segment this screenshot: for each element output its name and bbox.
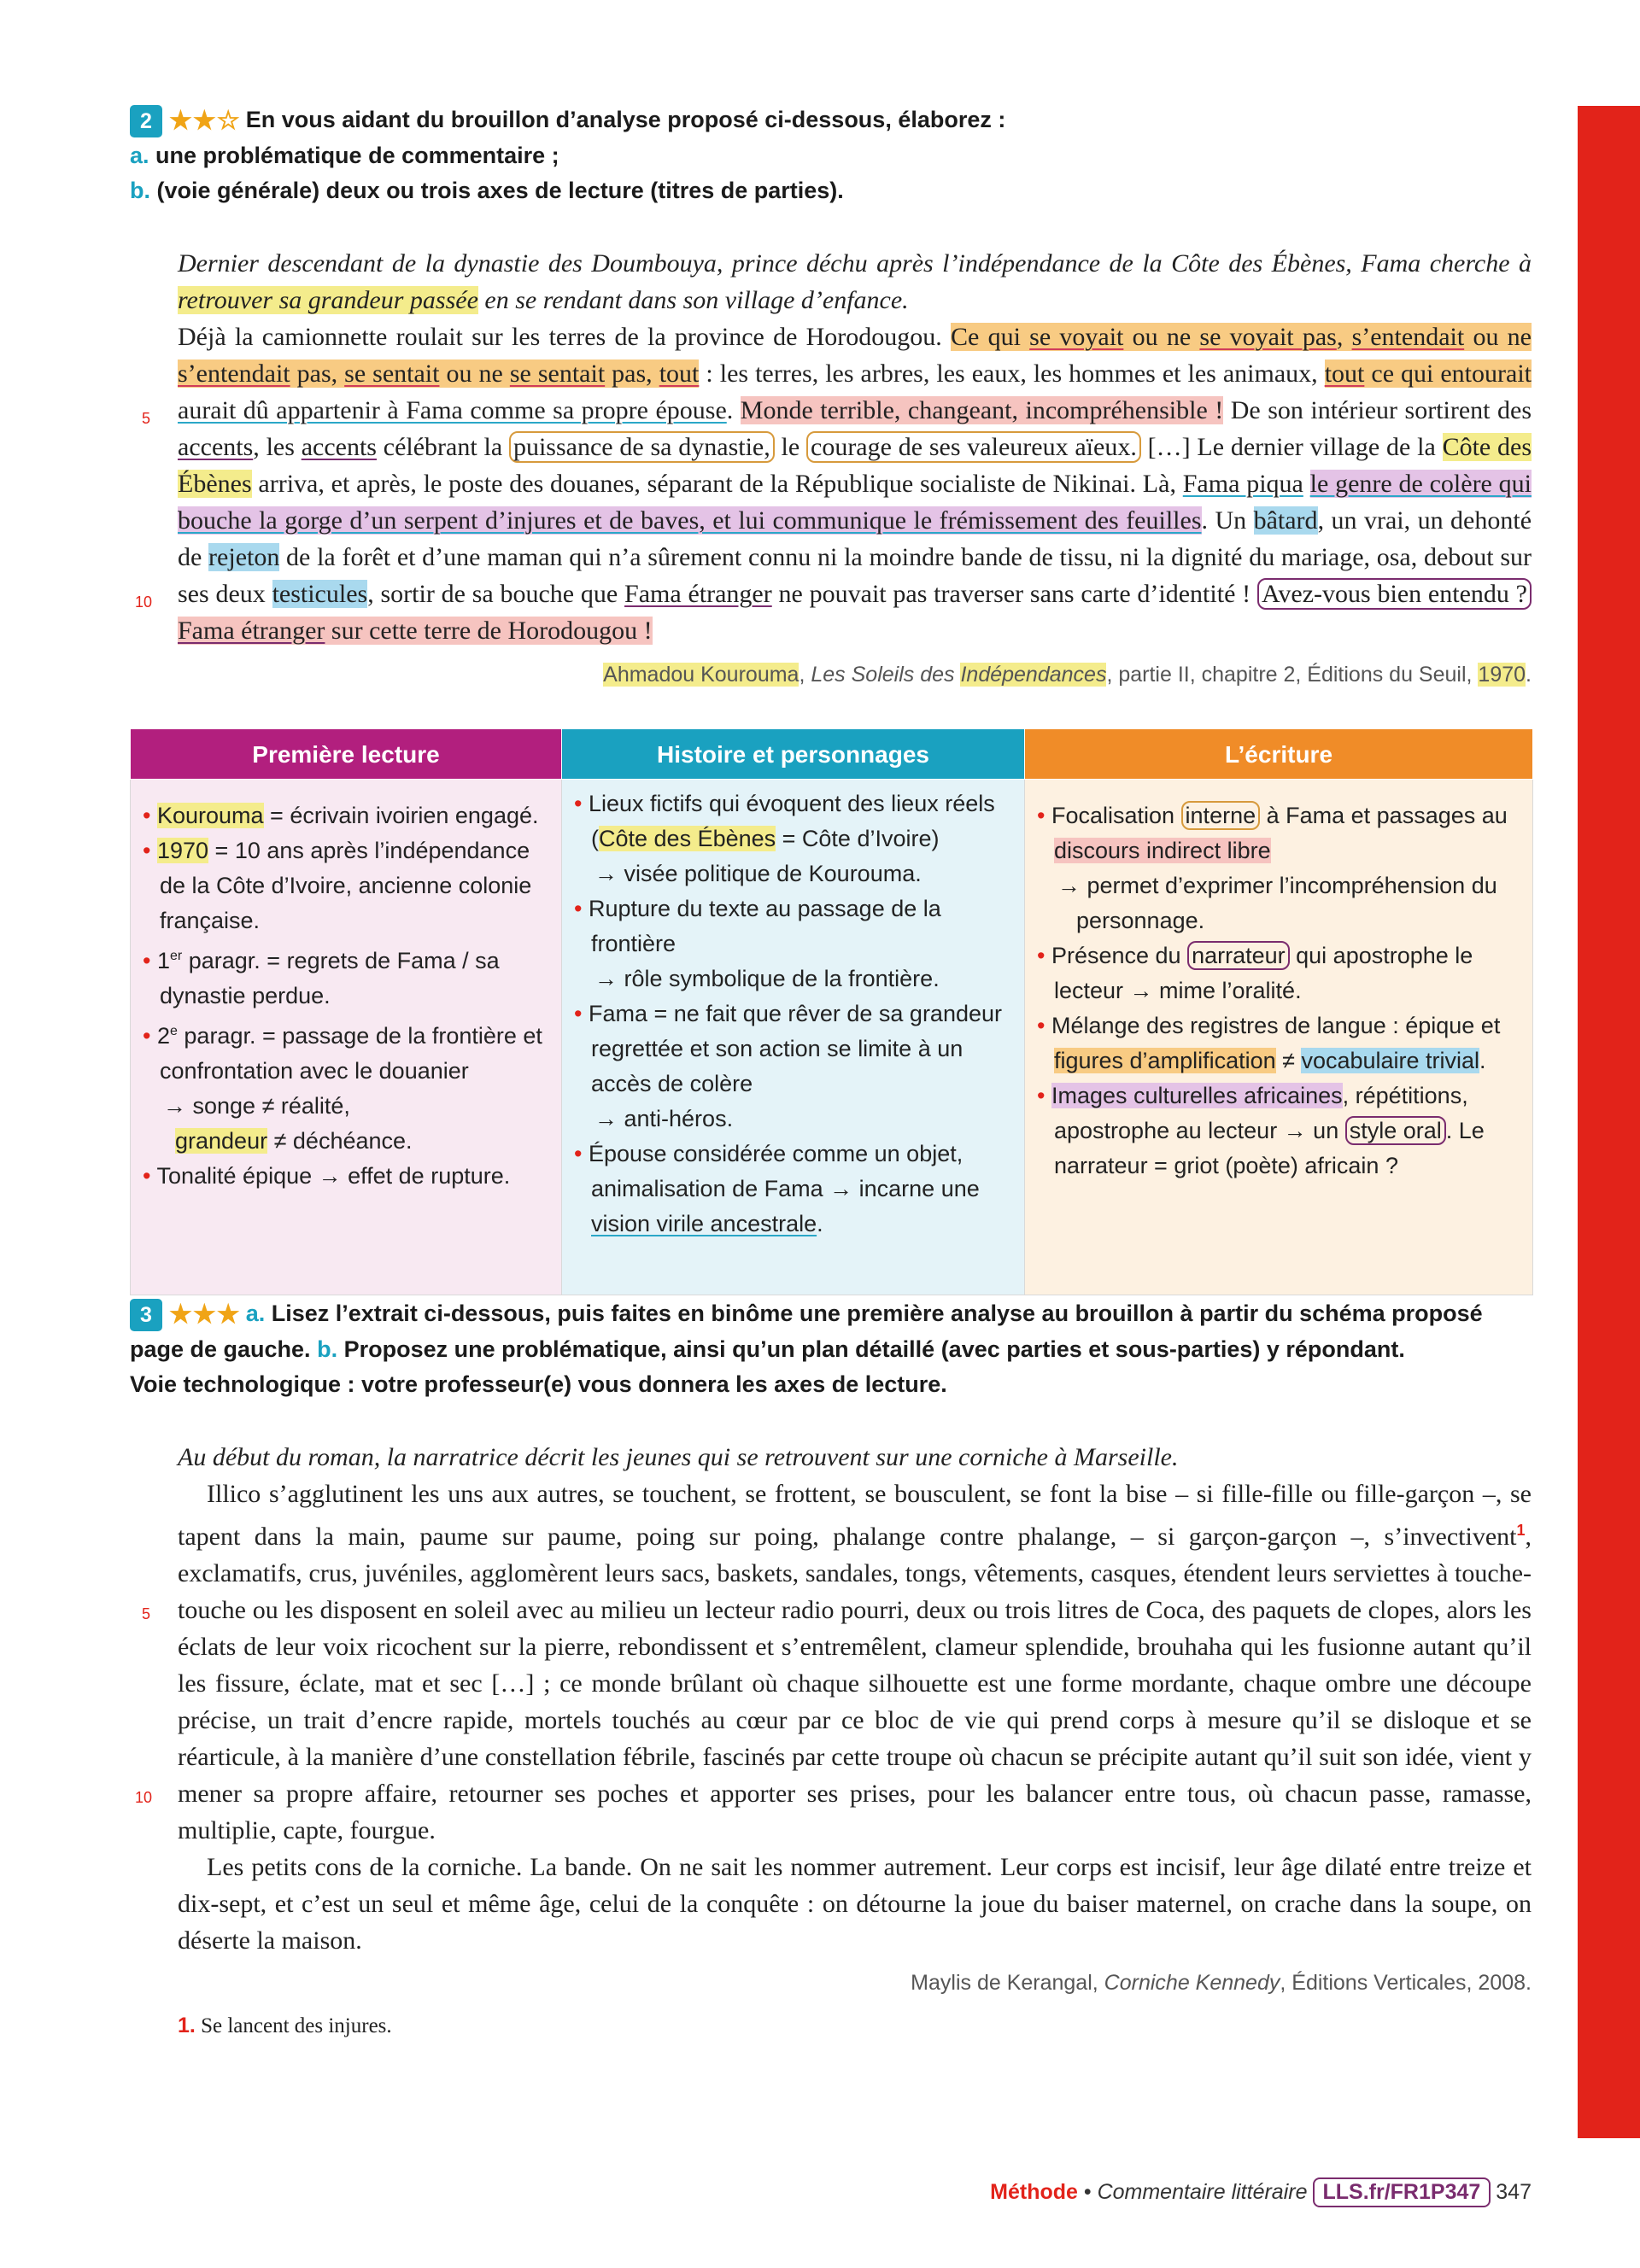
kourouma-passage	[178, 245, 1532, 649]
list-item: • Focalisation interne à Fama et passages au discours indirect libre	[1037, 803, 1508, 863]
line-number-10: 10	[135, 593, 153, 611]
difficulty-stars-icon: ★★☆	[169, 107, 241, 136]
item-b-text: Proposez une problématique, ainsi qu’un plan détaillé (avec parties et sous-parties) y répondant.	[343, 1336, 1405, 1363]
list-item: • Kourouma = écrivain ivoirien engagé.	[143, 803, 539, 828]
line-number-5: 5	[142, 1605, 151, 1622]
list-item: • Fama = ne fait que rêver de sa grandeur regrettée et son action se limite à un accès de colère	[574, 1001, 1003, 1096]
exercise-3-voie-technologique: Voie technologique : votre professeur(e) vous donnera les axes de lecture.	[130, 1371, 947, 1398]
column-header-ecriture: L’écriture	[1025, 729, 1533, 780]
list-item: • 2e paragr. = passage de la frontière et confrontation avec le douanier	[143, 1023, 542, 1084]
footer-methode: Méthode	[990, 2180, 1078, 2204]
line-number-5: 5	[142, 410, 151, 427]
item-b-text: (voie générale) deux ou trois axes de lecture (titres de parties).	[156, 178, 844, 204]
page-footer: Méthode • Commentaire littéraire LLS.fr/FR1P347 347	[990, 2177, 1532, 2207]
footnote: 1. Se lancent des injures.	[178, 2014, 392, 2037]
item-a-text: une problématique de commentaire ;	[155, 143, 559, 169]
passage-2-intro: Au début du roman, la narratrice décrit les jeunes qui se retrouvent sur une corniche à Marseille.	[178, 1443, 1179, 1471]
list-item: • Mélange des registres de langue : épique et figures d’amplification ≠ vocabulaire trivial.	[1037, 1013, 1501, 1073]
list-item: • 1er paragr. = regrets de Fama / sa dynastie perdue.	[143, 948, 500, 1008]
list-subitem: → anti-héros.	[594, 1106, 734, 1131]
list-subitem: → visée politique de Kourouma.	[594, 861, 922, 886]
list-subitem: → rôle symbolique de la frontière.	[594, 966, 940, 991]
page-number: 347	[1496, 2180, 1532, 2204]
column-header-premiere-lecture: Première lecture	[131, 729, 562, 780]
column-header-histoire-personnages: Histoire et personnages	[562, 729, 1025, 780]
item-a-text: Lisez l’extrait ci-dessous, puis faites en binôme une première analyse au brouillon à partir du schéma proposé page de gauche.	[130, 1301, 1483, 1363]
page-edge-bar	[1578, 106, 1640, 2138]
item-a-letter: a.	[130, 143, 149, 169]
list-item: • Tonalité épique → effet de rupture.	[143, 1163, 511, 1189]
passage-1-source: Ahmadou Kourouma, Les Soleils des Indépendances, partie II, chapitre 2, Éditions du Seuil, 1970.	[603, 663, 1532, 687]
footer-section: Commentaire littéraire	[1097, 2180, 1308, 2204]
analysis-table	[130, 728, 1533, 1295]
exercise-2-number-badge: 2	[130, 105, 162, 137]
exercise-2-instructions	[130, 102, 1005, 208]
passage-2-paragraph-1: Illico s’agglutinent les uns aux autres, se touchent, se frottent, se bousculent, se font la bise – si fille-fille ou fille-garçon –, se tapent dans la main, paume sur paume, poing sur poing, phalange contre phalange, – si garçon-garçon –, s’invectivent$^1$, exclamatifs, crus, juvéniles, agglomèrent leurs sacs, baskets, sandales, tongs, vêtements, casques, étendent leurs serviettes à touche-touche ou les disposent en soleil avec au milieu un lecteur radio pourri, deux ou trois litres de Coca, des paquets de clopes, alors les éclats de leur voix ricochent sur la pierre, rebondissent et s’entremêlent, clameur splendide, brouhaha qui les fusionne autant qu’il les fissure, éclate, mat et sec […] ; ce monde brûlant où chaque silhouette est une forme mordante, chaque ombre une découpe précise, un trait d’encre rapide, mortels touchés au cœur par ce bloc de vie qui prend corps à mesure qu’il se disloque et se réarticule, à la manière d’une constellation fébrile, fascinés par cette troupe où chacun se précipite autant qu’il suit son idée, vient y mener sa propre affaire, retourner ses poches et apporter ses prises, pour les balancer entre tous, où chacun passe, ramasse, multiplie, capte, fourgue.	[178, 1480, 1532, 1844]
difficulty-stars-icon: ★★★	[169, 1301, 241, 1330]
list-item: • Lieux fictifs qui évoquent des lieux réels (Côte des Ébènes = Côte d’Ivoire)	[574, 791, 995, 851]
list-item: • 1970 = 10 ans après l’indépendance de la Côte d’Ivoire, ancienne colonie française.	[143, 838, 532, 933]
list-subitem: → songe ≠ réalité,	[163, 1093, 350, 1119]
passage-2-source: Maylis de Kerangal, Corniche Kennedy, Éditions Verticales, 2008.	[911, 1971, 1532, 1995]
exercise-3-instructions: 3 ★★★ a. Lisez l’extrait ci-dessous, puis faites en binôme une première analyse au brouillon à partir du schéma proposé page de gauche. b. Proposez une problématique, ainsi qu’un plan détaillé (avec parties et sous-parties) y répondant. Voie technologique : votre professeur(e) vous donnera les axes de lecture.	[130, 1296, 1532, 1402]
list-item: • Images culturelles africaines, répétitions, apostrophe au lecteur → un style oral . Le narrateur = griot (poète) africain ?	[1037, 1083, 1485, 1178]
exercise-2-heading: En vous aidant du brouillon d’analyse proposé ci-dessous, élaborez :	[245, 107, 1006, 132]
passage-1-text: Déjà la camionnette roulait sur les terres de la province de Horodougou. Ce qui se voyait ou ne se voyait pas, s’entendait ou ne s’entendait pas, se sentait ou ne se sentait pas, tout : les terres, les arbres, les eaux, les hommes et les animaux, tout ce qui entourait aurait dû appartenir à Fama comme sa propre épouse. Monde terrible, changeant, incompréhensible ! De son intérieur sortirent des accents, les accents célébrant la puissance de sa dynastie, le courage de ses valeureux aïeux. […] Le dernier village de la Côte des Ébènes arriva, et après, le poste des douanes, séparant de la République socialiste de Nikinai. Là, Fama piqua le genre de colère qui bouche la gorge d’un serpent d’injures et de baves, et lui communique le frémissement des feuilles. Un bâtard, un vrai, un dehonté de rejeton de la forêt et d’une maman qui n’a sûrement connu ni la moindre bande de tissu, ni la dignité du mariage, osa, debout sur ses deux testicules, sortir de sa bouche que Fama étranger ne pouvait pas traverser sans carte d’identité ! Avez-vous bien entendu ? Fama étranger sur cette terre de Horodougou !	[178, 323, 1532, 645]
list-item: • Rupture du texte au passage de la frontière	[574, 896, 941, 956]
column-histoire-personnages	[562, 780, 1025, 1295]
column-ecriture	[1025, 780, 1533, 1295]
footer-link[interactable]: LLS.fr/FR1P347	[1313, 2177, 1491, 2207]
exercise-3-number-badge: 3	[130, 1299, 162, 1331]
list-subitem: grandeur ≠ déchéance.	[175, 1128, 413, 1154]
passage-2-paragraph-2: Les petits cons de la corniche. La bande. On ne sait les nommer autrement. Leur corps est incisif, leur âge dilaté entre treize et dix-sept, et c’est un seul et même âge, celui de la conquête : on détourne la joue du baiser maternel, on crache dans la soupe, on déserte la maison.	[178, 1853, 1532, 1955]
list-item: • Présence du narrateur qui apostrophe le lecteur → mime l’oralité.	[1037, 943, 1473, 1003]
list-subitem: → permet d’exprimer l’incompréhension du personnage.	[1057, 873, 1497, 933]
item-b-letter: b.	[130, 178, 150, 204]
kerangal-passage	[178, 1439, 1532, 1959]
line-number-10: 10	[135, 1789, 153, 1806]
list-item: • Épouse considérée comme un objet, animalisation de Fama → incarne une vision virile ancestrale.	[574, 1141, 980, 1236]
passage-1-intro: Dernier descendant de la dynastie des Doumbouya, prince déchu après l’indépendance de la Côte des Ébènes, Fama cherche à retrouver sa grandeur passée en se rendant dans son village d’enfance.	[178, 249, 1532, 314]
column-premiere-lecture	[131, 780, 562, 1295]
